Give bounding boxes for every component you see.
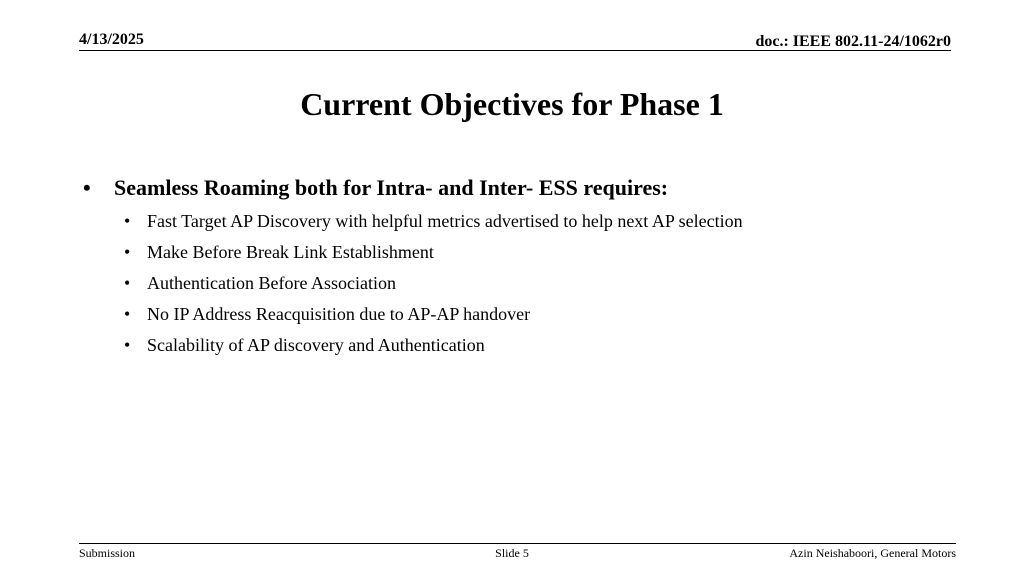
sub-bullet-list (83, 206, 963, 361)
main-bullet (83, 172, 963, 204)
footer-divider (79, 543, 956, 544)
sub-bullet-item (83, 206, 963, 237)
sub-bullet-text: Authentication Before Association (147, 273, 396, 293)
sub-bullet-text: Fast Target AP Discovery with helpful metrics advertised to help next AP selection (147, 211, 743, 231)
sub-bullet-item (83, 299, 963, 330)
bullet-icon: • (124, 304, 131, 324)
header-divider (79, 50, 951, 51)
sub-bullet-item (83, 237, 963, 268)
bullet-icon: • (124, 273, 131, 293)
main-bullet-text: Seamless Roaming both for Intra- and Inter- ESS requires: (114, 175, 669, 200)
bullet-icon: • (83, 175, 91, 200)
sub-bullet-item (83, 330, 963, 361)
sub-bullet-text: No IP Address Reacquisition due to AP-AP handover (147, 304, 531, 324)
sub-bullet-text: Scalability of AP discovery and Authentication (147, 335, 485, 355)
header-date: 4/13/2025 (79, 31, 144, 48)
bullet-icon: • (124, 242, 131, 262)
slide-content (83, 172, 963, 361)
footer-author: Azin Neishaboori, General Motors (789, 546, 956, 560)
slide-title: Current Objectives for Phase 1 (300, 86, 724, 122)
sub-bullet-item (83, 268, 963, 299)
footer-submission: Submission (79, 546, 136, 560)
header-doc-id: doc.: IEEE 802.11-24/1062r0 (755, 33, 951, 50)
sub-bullet-text: Make Before Break Link Establishment (147, 242, 434, 262)
bullet-icon: • (124, 211, 131, 231)
footer-slide-number: Slide 5 (495, 546, 529, 560)
bullet-icon: • (124, 335, 131, 355)
